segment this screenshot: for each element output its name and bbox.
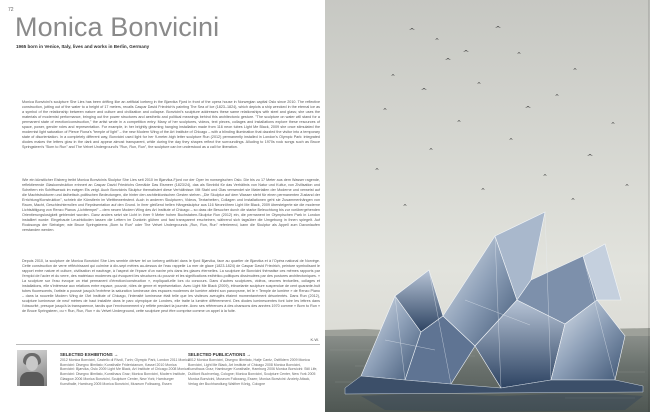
selected-exhibitions-title: SELECTED EXHIBITIONS → bbox=[60, 352, 119, 357]
selected-publications-text: 2012 Monica Bonvicini, Disegno Illimitato, Hatje Cantz, Ostfildern 2009 Monica Bonvicini, Light Me Black, Art Institute of Chicago 2008 Monica Bonvicini, Kunsthaus Graz; Hamburger Kunsthalle, Hamburg 2006 Monica Bonvicini: Still Life, DuMont Buchverlag, Cologne; Monica Bonvicini, Sculpture Center, New York 2005 Monica Bonvicini, Museum Folkwang, Essen; Monica Bonvicini: Anxiety Attack, Verlag der Buchhandlung Walther König, Cologne bbox=[188, 358, 318, 386]
sculpture-photograph bbox=[325, 0, 650, 412]
english-text: Monica Bonvicini's sculpture She Lies has been drifting like an artificial iceberg in the Bjørvika Fjord in front of the opera house in Norwegian capital Oslo since 2010. The reflective construction, jutting out of the water to a height of 17 meters, recalls Caspar David Friedrich's painting The Sea of Ice (1823–1824), which depicts a ship wrecked in the eternal ice as a symbol of the relationship between nature and culture and civilization and collapse. Bonvicini's sculpture addresses these same relationships with steel and glass; she uses the materials of modernist performance, bringing out the power structures and aesthetic and political meanings behind this architectonic gesture. "The sculpture on water will stand for a permanent state of erection/construction," the artist wrote in a competition entry. Many of her sculptures, videos, text pieces, collages and installations explore these resources of space, power, gender roles and representation. For example, in her brightly gleaming hanging installation made from 116 neon tubes Light Me Black, 2009 she once stimulated the modernist light saturation of Pierce Fiona's "temple of light" – the new Modern Wing of the Art Institute of Chicago – with a blinding illumination that dazzled the visitor into a temporary state of disorientation. In a completely different way, Bonvicini used light for her 9-meter-high letter sculpture Run (2012) permanently installed in London's Olympic Park: integrated diodes makes the letters glow in the dark and appear almost transparent, while during the day they shapes reflect the surroundings. Alluding to 1970s rock songs such as Bruce Springsteen's "Born to Run" and The Velvet Underground's "Run, Run, Run", the sculpture can be understood as a call for liberation. bbox=[22, 100, 320, 150]
selected-publications-title: SELECTED PUBLICATIONS → bbox=[188, 352, 251, 357]
portrait-face bbox=[26, 356, 38, 371]
selected-exhibitions-text: 2012 Monica Bonvicini, Castello di Rivoli, Turin; Olympic Park, London 2011 Monica Bonvicini: Disegno Illimitato; Kunsthalle Fridericianum, Kassel 2010 Monica Bonvicini: Bjørvika, Oslo 2009 Light Me Black, Art Institute of Chicago 2008 Monica Bonvicini: Disegno Illimitato, Kunsthaus Graz; Monica Bonvicini, Modern Institute, Glasgow 2006 Monica Bonvicini, Sculpture Center, New York; Hamburger Kunsthalle, Hamburg 2005 Monica Bonvicini, Museum Folkwang, Essen bbox=[60, 358, 190, 386]
divider bbox=[16, 344, 320, 345]
artist-bio: 1965 born in Venice, Italy, lives and works in Berlin, Germany bbox=[16, 44, 150, 49]
selected-publications bbox=[188, 352, 318, 386]
artist-portrait bbox=[17, 350, 47, 386]
selected-exhibitions bbox=[60, 352, 190, 386]
french-text: Depuis 2010, la sculpture de Monica Bonvicini She Lies semble dériver tel un iceberg artificiel dans le fjord Bjørvika, face au quartier de Bjørvika et à l'Opéra national de Norvège. Cette construction de verre réfléchissant qui culmine à dix-sept mètres au-dessus de l'eau rappelle La mer de glace (1823-1824) de Caspar David Friedrich, peinture symbolisant le rapport entre nature et culture, civilisation et naufrage, à l'aspect de l'épave d'un navire pris dans les glaces éternelles. La sculpture de Bonvicini thématise ces mêmes rapports par l'emploi de l'acier et du verre, des matériaux modernes qui évoquent les structures du pouvoir et les significations esthético-politiques dissimulées par des postures architectoniques. « La sculpture sur l'eau évoque un état permanent d'érection/construction », expliquait-elle lors du concours. Dans d'autres sculptures, vidéos, œuvres textuelles, collages et installations, elle s'intéresse aux relations entre espace, pouvoir, rôles de genre et représentation. Avec Light Me Black (2009), étincelante sculpture suspendue de cent quarante-huit tubes fluorescents, l'artiste a poussé jusqu'à l'extrême la saturation lumineuse des espaces modernes de lumière atteint son paroxysme, tel le « Temple de lumière » de Renzo Piano – dans la nouvelle Modern Wing de l'Art Institute of Chicago, l'intensité lumineuse était telle que les visiteurs aveuglés étaient momentanément désorientés. Dans Run (2012), sculpture lumineuse de neuf mètres de haut installée dans le parc olympique de Londres, elle traite la lumière différemment. Des diodes luminescentes font luire les lettres dans l'obscurité, presque jusqu'à la transparence, tandis que l'environnement s'y reflète pendant la journée. Avec ses références à des chansons des années 1970 comme « Born to Run » de Bruce Springsteen, ou « Run, Run, Run » du Velvet Underground, cette sculpture peut être comprise comme un appel à la fuite. bbox=[22, 259, 320, 314]
german-text: Wie ein künstlicher Eisberg treibt Monica Bonvicinis Skulptur She Lies seit 2010 im Bjørvika-Fjord vor der Oper im norwegischen Oslo. Die bis zu 17 Meter aus dem Wasser ragende, reflektierende Glaskonstruktion erinnert an Caspar David Friedrichs Gemälde Das Eismeer (1823/24), das als Sinnbild für das Verhältnis von Natur und Kultur, von Zivilisation und Scheitern ein Schiffswrack im ewigen Eis zeigt. Auch Bonvicinis Skulptur thematisiert diese Verhältnisse: Mit Stahl und Glas verwendet sie Materialien der Moderne und verweist auf die Machtstrukturen und ästhetisch-politischen Bedeutungen, die hinter den architektonischen Gesten stehen. „Die Skulptur auf dem Wasser steht für einen permanenten Zustand der Errichtung/Konstruktion", schrieb die Künstlerin im Wettbewerbstext. Auch in anderen Skulpturen, Videos, Textarbeiten, Collagen und Installationen geht sie Zusammenhängen von Raum, Macht, Geschlechterrollen und Repräsentation auf den Grund. In ihrer gleißend hellen Hängeskulptur aus 116 Neonröhren Light Me Black, 2009 übersteigerte sie die moderne Lichtsättigung von Renzo Pianos „Lichttempel" – dem neuen Modern Wing des Art Institute of Chicago – so dass die Besucher durch die starke Beleuchtung bis zur vorübergehenden Orientierungslosigkeit geblendet wurden. Ganz anders setzt sie Licht in ihrer 9 Meter hohen Buchstaben-Skulptur Run (2012) ein, die permanent im Olympischen Park in London installiert wurde: Eingebaute Leuchtdioden lassen die Lettern im Dunkeln glühen und fast transparent erscheinen, während sich tagsüber die Umgebung in ihnen spiegelt. Auf Rocksongs der Siebziger, wie Bruce Springsteens „Born to Run" oder The Velvet Undergrounds „Run, Run, Run" referierend, kann die Skulptur als Appell zum Davonlaufen verstanden werden. bbox=[22, 178, 320, 233]
artist-name: Monica Bonvicini bbox=[15, 12, 220, 42]
right-page bbox=[325, 0, 650, 412]
page-number: 72 bbox=[8, 7, 14, 13]
sculpture-reflection bbox=[361, 394, 643, 412]
author-initials: K.W. bbox=[310, 337, 319, 342]
portrait-body bbox=[20, 372, 44, 386]
